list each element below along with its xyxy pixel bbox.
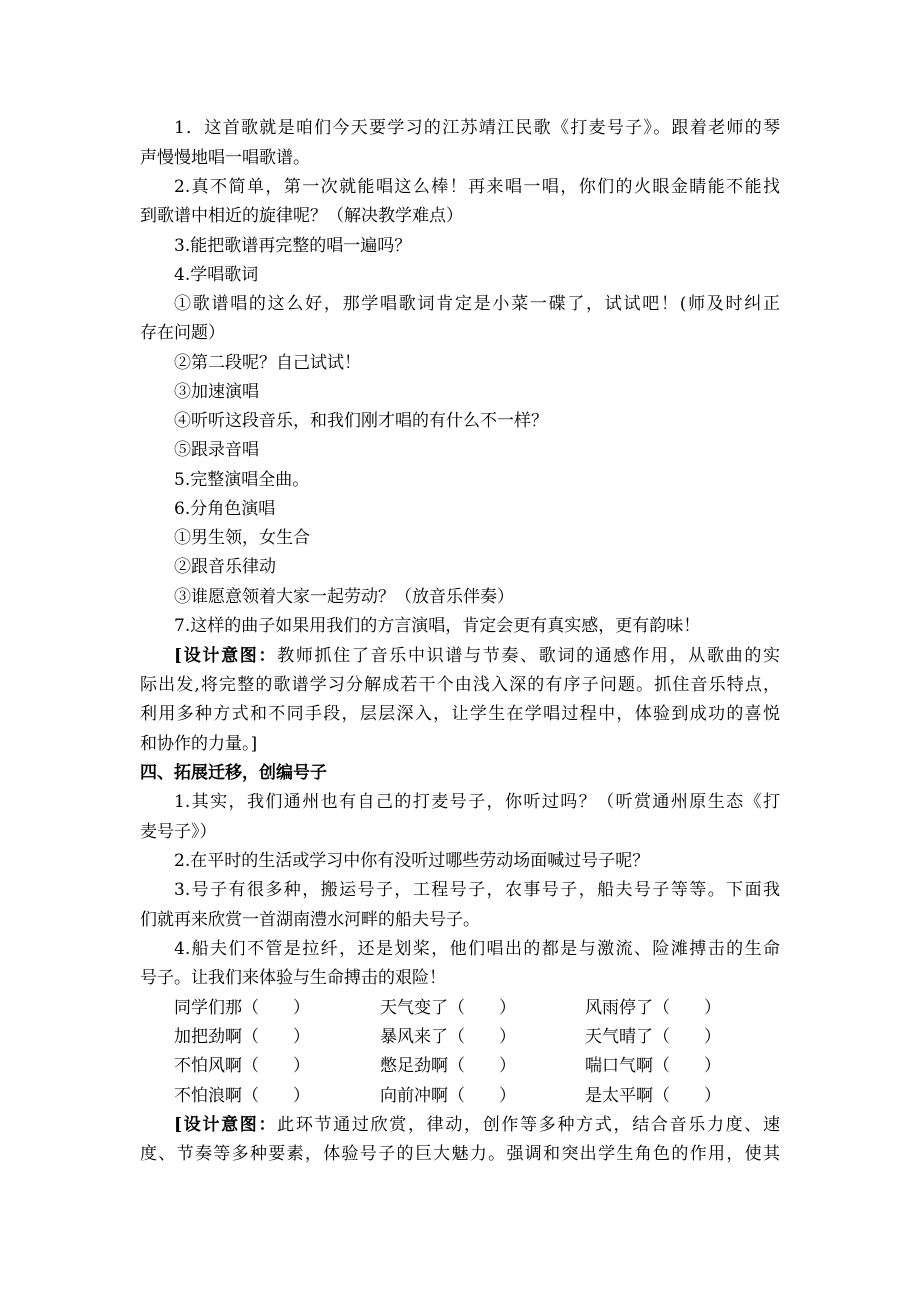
text-line: [140, 206, 463, 226]
chant-cell: 同学们那（ ）: [174, 998, 310, 1018]
line-text: ③加速演唱: [174, 382, 259, 402]
text-line: [174, 470, 309, 490]
line-text: 1．这首歌就是咱们今天要学习的江苏靖江民歌《打麦号子》。跟着老师的琴: [174, 118, 780, 138]
text-line: [140, 763, 327, 783]
text-line: [174, 939, 780, 959]
text-line: [174, 382, 259, 402]
text-line: [174, 880, 780, 900]
text-line: [174, 646, 780, 666]
chant-cell: 天气晴了（ ）: [585, 1027, 721, 1047]
text-line: [174, 440, 259, 460]
text-line: [140, 1144, 780, 1164]
text-line: [174, 557, 276, 577]
line-text: 1.其实，我们通州也有自己的打麦号子，你听过吗？（听赏通州原生态《打: [174, 792, 780, 812]
bold-label: [设计意图：: [174, 1115, 278, 1135]
text-line: [174, 294, 780, 314]
chant-cell: 天气变了（ ）: [380, 998, 516, 1018]
text-line: [174, 118, 780, 138]
text-line: [174, 353, 361, 373]
text-line: [174, 177, 780, 197]
line-text: 麦号子》）: [140, 822, 217, 842]
line-text: 号子。让我们来体验与生命搏击的艰险！: [140, 968, 446, 988]
text-line: [174, 1115, 780, 1135]
text-line: [174, 587, 514, 607]
text-line: [140, 323, 225, 343]
chant-cell: 风雨停了（ ）: [585, 998, 721, 1018]
text-line: [174, 792, 780, 812]
text-line: [174, 499, 275, 519]
bold-label: [设计意图：: [174, 646, 278, 666]
chant-cell: 不怕浪啊（ ）: [174, 1086, 310, 1106]
text-line: [140, 734, 257, 754]
line-text: 利用多种方式和不同手段，层层深入，让学生在学唱过程中，体验到成功的喜悦: [140, 704, 780, 724]
line-text: 此环节通过欣赏，律动，创作等多种方式，结合音乐力度、速: [277, 1115, 781, 1135]
line-text: 到歌谱中相近的旋律呢？（解决教学难点）: [140, 206, 463, 226]
line-text: 4.学唱歌词: [174, 265, 259, 285]
text-line: [174, 411, 548, 431]
line-text: 7.这样的曲子如果用我们的方言演唱，肯定会更有真实感，更有韵味！: [174, 616, 701, 636]
line-text: 和协作的力量。]: [140, 734, 258, 754]
line-text: 存在问题）: [140, 323, 225, 343]
text-line: [174, 528, 310, 548]
line-text: 6.分角色演唱: [174, 499, 276, 519]
line-text: 5.完整演唱全曲。: [174, 470, 310, 490]
line-text: 2.在平时的生活或学习中你有没听过哪些劳动场面喊过号子呢？: [174, 851, 650, 871]
chant-cell: 憋足劲啊（ ）: [380, 1056, 516, 1076]
text-line: [140, 968, 446, 988]
line-text: 4.船夫们不管是拉纤，还是划桨，他们唱出的都是与激流、险滩搏击的生命: [174, 939, 780, 959]
text-line: [140, 148, 310, 168]
text-line: [174, 851, 649, 871]
text-line: [174, 265, 258, 285]
bold-label: 四、拓展迁移，创编号子: [140, 763, 327, 783]
line-text: 声慢慢地唱一唱歌谱。: [140, 148, 310, 168]
line-text: ④听听这段音乐，和我们刚才唱的有什么不一样？: [174, 411, 548, 431]
chant-cell: 加把劲啊（ ）: [174, 1027, 310, 1047]
text-line: [174, 236, 411, 256]
text-line: [140, 822, 217, 842]
line-text: ②跟音乐律动: [174, 557, 276, 577]
text-line: [140, 675, 780, 695]
line-text: 2.真不简单，第一次就能唱这么棒！再来唱一唱，你们的火眼金睛能不能找: [174, 177, 780, 197]
line-text: 们就再来欣赏一首湖南澧水河畔的船夫号子。: [140, 910, 480, 930]
line-text: ①歌谱唱的这么好，那学唱歌词肯定是小菜一碟了，试试吧！(师及时纠正: [174, 294, 780, 314]
line-text: 教师抓住了音乐中识谱与节奏、歌词的通感作用，从歌曲的实: [277, 646, 781, 666]
line-text: ⑤跟录音唱: [174, 440, 259, 460]
chant-cell: 是太平啊（ ）: [585, 1086, 721, 1106]
line-text: ①男生领，女生合: [174, 528, 310, 548]
line-text: ③谁愿意领着大家一起劳动？（放音乐伴奏）: [174, 587, 514, 607]
line-text: 际出发,将完整的歌谱学习分解成若干个由浅入深的有序子问题。抓住音乐特点，: [140, 675, 780, 695]
chant-cell: 不怕风啊（ ）: [174, 1056, 310, 1076]
chant-cell: 喘口气啊（ ）: [585, 1056, 721, 1076]
chant-cell: 暴风来了（ ）: [380, 1027, 516, 1047]
text-line: [140, 704, 780, 724]
line-text: 3.号子有很多种，搬运号子，工程号子，农事号子，船夫号子等等。下面我: [174, 880, 780, 900]
text-line: [174, 616, 700, 636]
text-line: [140, 910, 480, 930]
chant-cell: 向前冲啊（ ）: [380, 1086, 516, 1106]
line-text: 3.能把歌谱再完整的唱一遍吗？: [174, 236, 412, 256]
line-text: 度、节奏等多种要素，体验号子的巨大魅力。强调和突出学生角色的作用，使其: [140, 1144, 780, 1164]
line-text: ②第二段呢？自己试试！: [174, 353, 361, 373]
